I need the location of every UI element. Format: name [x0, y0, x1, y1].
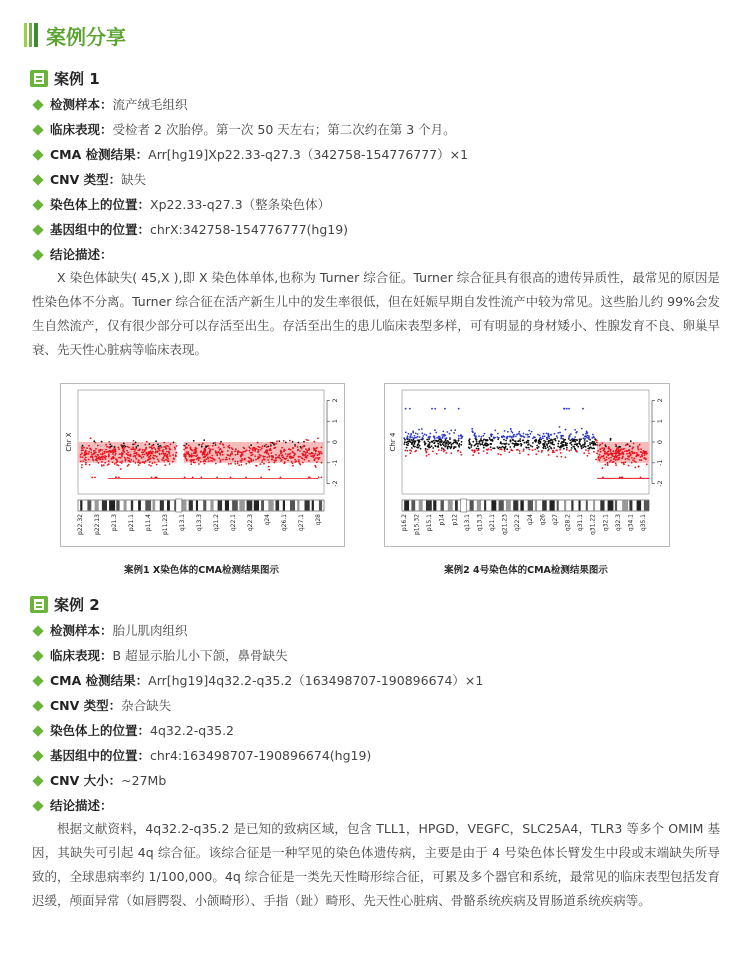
case2-item: [32, 697, 171, 715]
item-label: 临床表现：: [50, 648, 113, 663]
item-value: 流产绒毛组织: [112, 97, 188, 112]
y-tick-label: -2: [656, 480, 664, 487]
document-icon: [30, 596, 48, 613]
ideogram-band: [87, 501, 91, 511]
figure-caption: 案例2 4号染色体的CMA检测结果图示: [444, 565, 608, 576]
band-label: q21.1: [489, 514, 497, 532]
ideogram-band: [542, 501, 547, 511]
ideogram-band: [276, 501, 280, 511]
band-label: q28: [315, 514, 322, 526]
case1-item: [32, 246, 113, 264]
band-label: q13.3: [476, 514, 484, 532]
centromere: [176, 499, 182, 512]
case2-item: [32, 797, 113, 815]
case2-item: [32, 672, 483, 690]
item-label: 基因组中的位置：: [50, 222, 151, 237]
ideogram-band: [189, 501, 193, 511]
item-value: chrX:342758-154776777(hg19): [150, 222, 349, 237]
band-label: p16.2: [401, 514, 408, 532]
ideogram-band: [571, 501, 573, 511]
case2-item: [32, 647, 288, 665]
diamond-bullet-icon: [32, 199, 43, 210]
ideogram-band: [644, 501, 649, 511]
centromere: [461, 499, 467, 512]
ideogram-band: [182, 501, 187, 511]
ideogram-band: [210, 501, 213, 511]
item-label: 临床表现：: [50, 122, 113, 137]
cma-plot-x: [61, 384, 344, 546]
ideogram-band: [579, 501, 581, 511]
diamond-bullet-icon: [32, 249, 43, 260]
band-label: q27: [551, 514, 559, 526]
band-label: q28.2: [564, 514, 572, 532]
y-tick-label: 1: [656, 419, 664, 424]
band-label: q26.1: [281, 514, 288, 532]
ideogram-band: [319, 501, 322, 511]
item-label: CNV 大小：: [50, 773, 122, 788]
band-label: p11.4: [145, 514, 152, 532]
item-label: 染色体上的位置：: [50, 197, 151, 212]
ideogram-band: [124, 501, 127, 511]
case2-item: [32, 622, 188, 640]
item-value: 受检者 2 次胎停。第一次 50 天左右；第二次约在第 3 个月。: [112, 122, 456, 137]
band-label: q13.3: [196, 514, 203, 532]
ideogram-band: [448, 501, 453, 511]
band-label: p15.32: [413, 514, 421, 535]
ideogram-band: [80, 501, 82, 511]
diamond-bullet-icon: [32, 99, 43, 110]
ideogram-band: [608, 501, 614, 511]
item-label: 检测样本：: [50, 623, 113, 638]
ideogram-band: [254, 501, 259, 511]
ideogram-band: [167, 501, 170, 511]
ideogram-band: [593, 501, 595, 511]
section-header: [24, 20, 126, 50]
band-label: q13.1: [463, 514, 471, 532]
case1-item: [32, 221, 348, 239]
diamond-bullet-icon: [32, 625, 43, 636]
ideogram-band: [268, 501, 273, 511]
diamond-bullet-icon: [32, 775, 43, 786]
item-value: Xp22.33-q27.3（整条染色体）: [150, 197, 331, 212]
item-label: CMA 检测结果：: [50, 673, 149, 688]
ideogram-band: [520, 501, 523, 511]
diamond-bullet-icon: [32, 675, 43, 686]
item-value: 缺失: [121, 172, 147, 187]
case1-item: [32, 121, 456, 139]
ideogram-band: [218, 501, 223, 511]
cma-figure-x: [60, 383, 345, 547]
band-label: p12: [451, 514, 459, 526]
ideogram-band: [622, 501, 628, 511]
band-label: q24: [526, 514, 534, 526]
band-label: q32.1: [602, 514, 610, 532]
ideogram-band: [203, 501, 206, 511]
ideogram-band: [297, 501, 299, 511]
ideogram-band: [484, 501, 486, 511]
ideogram-band: [535, 501, 537, 511]
diamond-bullet-icon: [32, 224, 43, 235]
case1-item: [32, 96, 188, 114]
ideogram-band: [557, 501, 559, 511]
y-tick-label: 0: [331, 439, 339, 445]
item-value: B 超显示胎儿小下颌，鼻骨缺失: [112, 648, 288, 663]
y-tick-label: 2: [331, 398, 339, 403]
diamond-bullet-icon: [32, 650, 43, 661]
diamond-bullet-icon: [32, 700, 43, 711]
chromosome-label: Chr 4: [389, 432, 397, 452]
ideogram-band: [95, 501, 99, 511]
ideogram-band: [477, 501, 481, 511]
item-value: 胎儿肌肉组织: [112, 623, 188, 638]
section-bars-icon: [24, 23, 38, 47]
item-label: 基因组中的位置：: [50, 748, 151, 763]
case2-item: [32, 772, 166, 790]
diamond-bullet-icon: [32, 800, 43, 811]
ideogram-band: [441, 501, 444, 511]
item-value: 杂合缺失: [121, 698, 172, 713]
item-value: chr4:163498707-190896674(hg19): [150, 748, 372, 763]
ideogram-band: [196, 501, 198, 511]
item-label: 结论描述：: [50, 247, 113, 262]
ideogram-band: [404, 501, 409, 511]
band-label: p21.1: [128, 514, 135, 532]
ideogram-band: [305, 501, 310, 511]
cma-figure-4: [384, 383, 670, 547]
diamond-bullet-icon: [32, 725, 43, 736]
band-label: p21.3: [111, 514, 118, 532]
ideogram-band: [506, 501, 511, 511]
ideogram-band: [290, 501, 295, 511]
ideogram-band: [629, 501, 632, 511]
ideogram-band: [232, 501, 238, 511]
item-label: CNV 类型：: [50, 698, 122, 713]
ideogram-band: [455, 501, 458, 511]
ideogram-band: [491, 501, 496, 511]
diamond-bullet-icon: [32, 124, 43, 135]
ideogram-band: [513, 501, 518, 511]
case1-description: X 染色体缺失( 45,X ),即 X 染色体单体,也称为 Turner 综合征。Turner 综合征具有很高的遗传异质性，最常见的原因是性染色体不分离。Turner 综合征在活产新生儿中的发生率很低，但在妊娠早期自发性流产中较为常见。这些胎儿约 99%会发生自然流产，仅有很少部分可以存活至出生。存活至出生的患儿临床表型多样，可有明显的身材矮小、性腺发育不良、卵巢早衰、先天性心脏病等临床表现。: [32, 270, 720, 357]
band-label: q21.23: [501, 514, 509, 535]
chromosome-label: Chr X: [65, 432, 73, 452]
ideogram-band: [419, 501, 423, 511]
ideogram-band: [153, 501, 156, 511]
document-icon: [30, 70, 48, 87]
diamond-bullet-icon: [32, 149, 43, 160]
band-label: q31.22: [589, 514, 597, 535]
band-label: q24: [264, 514, 271, 526]
item-value: ~27Mb: [121, 773, 167, 788]
band-label: q13.1: [179, 514, 186, 532]
ideogram-band: [261, 501, 264, 511]
y-tick-label: 1: [331, 419, 339, 424]
ideogram-band: [499, 501, 504, 511]
ideogram-band: [102, 501, 107, 511]
item-label: 检测样本：: [50, 97, 113, 112]
item-label: CNV 类型：: [50, 172, 122, 187]
case2-description: 根据文献资料，4q32.2-q35.2 是已知的致病区域，包含 TLL1，HPGD，VEGFC，SLC25A4，TLR3 等多个 OMIM 基因，其缺失可引起 4q 综合征。该综合征是一种罕见的染色体遗传病，主要是由于 4 号染色体长臂发生中段或末端缺失所导致的，全球患病率约 1/100,000。4q 综合征是一类先天性畸形综合征，可累及多个器官和系统，最常见的临床表型包括发育迟缓，颅面异常（如唇腭裂、小颌畸形）、手指（趾）畸形、先天性心脏病、骨骼系统疾病及胃肠道系统疾病等。: [32, 821, 720, 908]
band-label: q27.1: [298, 514, 305, 532]
ideogram-band: [131, 501, 133, 511]
ideogram-band: [564, 501, 566, 511]
band-label: q22.2: [514, 514, 522, 532]
ideogram-band: [283, 501, 285, 511]
ideogram-band: [528, 501, 533, 511]
figure-caption: 案例1 X染色体的CMA检测结果图示: [123, 565, 280, 576]
ideogram-band: [225, 501, 229, 511]
band-label: q31.1: [577, 514, 585, 532]
cma-plot-4: [385, 384, 669, 546]
band-label: p22.32: [77, 514, 84, 535]
band-label: p15.1: [426, 514, 434, 532]
item-value: Arr[hg19]4q32.2-q35.2（163498707-190896674）×1: [148, 673, 484, 688]
ideogram-band: [116, 501, 119, 511]
ideogram-band: [637, 501, 642, 511]
y-tick-label: -1: [331, 459, 339, 467]
item-value: Arr[hg19]Xp22.33-q27.3（342758-154776777）×1: [148, 147, 469, 162]
ideogram-band: [411, 501, 415, 511]
ideogram-band: [109, 501, 115, 511]
ideogram-band: [312, 501, 314, 511]
band-label: p11.23: [162, 514, 169, 535]
case2-item: [32, 747, 371, 765]
ideogram-band: [615, 501, 617, 511]
section-title: 案例分享: [46, 24, 126, 49]
y-tick-label: 2: [656, 398, 664, 403]
ideogram-band: [247, 501, 253, 511]
band-label: q22.3: [247, 514, 254, 532]
item-value: 4q32.2-q35.2: [150, 723, 235, 738]
ideogram-band: [138, 501, 141, 511]
item-label: 染色体上的位置：: [50, 723, 151, 738]
item-label: CMA 检测结果：: [50, 147, 149, 162]
y-tick-label: 0: [656, 439, 664, 445]
case1-item: [32, 196, 330, 214]
ideogram-band: [586, 501, 588, 511]
ideogram-band: [470, 501, 474, 511]
band-label: q22.1: [230, 514, 237, 532]
band-label: p22.13: [94, 514, 101, 535]
ideogram-band: [550, 501, 555, 511]
band-label: p14: [438, 514, 446, 526]
diamond-bullet-icon: [32, 174, 43, 185]
case1-title: 案例 1: [54, 70, 100, 88]
ideogram-band: [145, 501, 151, 511]
case1-item: [32, 146, 468, 164]
case1-header: [30, 68, 100, 89]
ideogram-band: [426, 501, 432, 511]
band-label: q32.3: [614, 514, 622, 532]
band-label: q35.1: [640, 514, 647, 532]
ideogram-band: [433, 501, 436, 511]
item-label: 结论描述：: [50, 798, 113, 813]
ideogram-band: [160, 501, 164, 511]
ideogram-band: [600, 501, 604, 511]
case2-header: [30, 594, 100, 615]
band-label: q34.1: [627, 514, 635, 532]
ideogram-band: [239, 501, 245, 511]
case1-item: [32, 171, 146, 189]
y-tick-label: -1: [656, 459, 664, 467]
case2-title: 案例 2: [54, 596, 100, 614]
case2-item: [32, 722, 234, 740]
y-tick-label: -2: [331, 480, 339, 487]
band-label: q26: [539, 514, 547, 526]
diamond-bullet-icon: [32, 750, 43, 761]
band-label: q21.2: [213, 514, 220, 532]
